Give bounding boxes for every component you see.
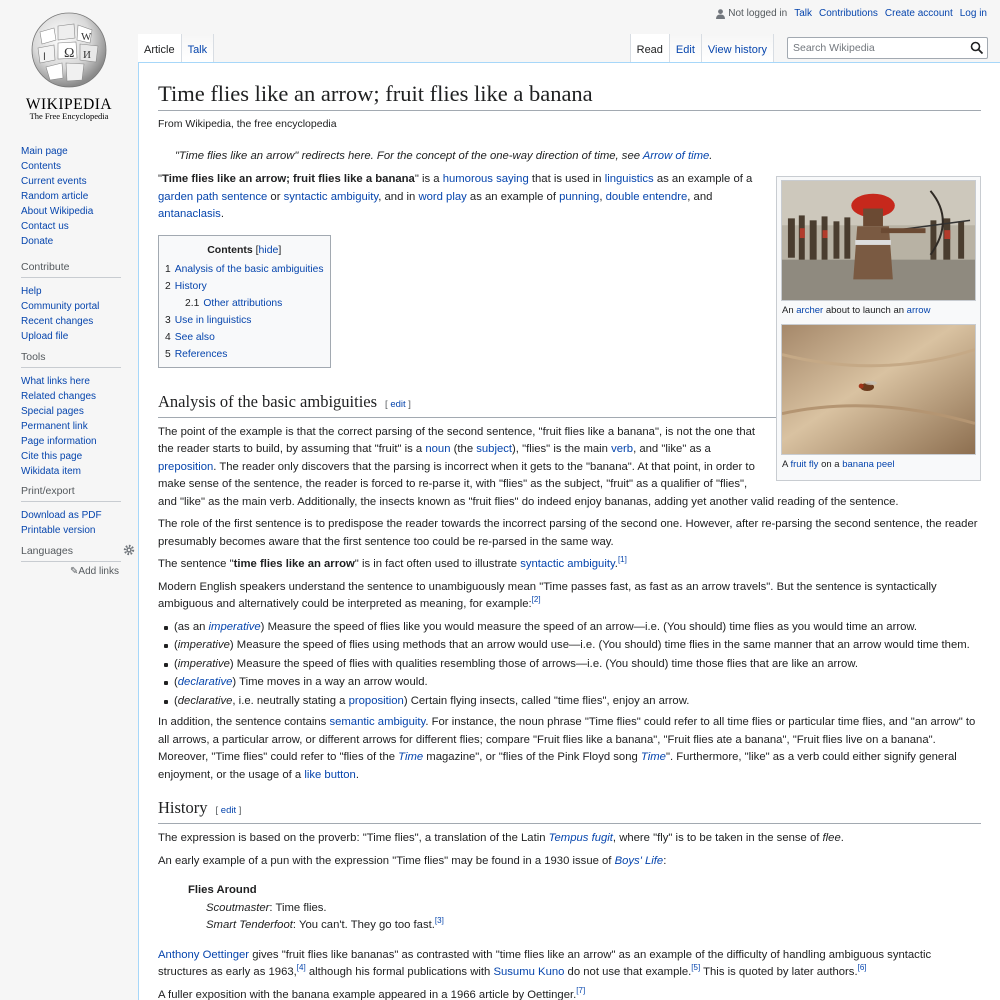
italic-text: imperative bbox=[177, 657, 230, 670]
text: as an example of bbox=[466, 190, 560, 203]
text: magazine", or "flies of the Pink Floyd song bbox=[423, 751, 641, 763]
italic-text: imperative bbox=[177, 639, 230, 651]
text: , bbox=[599, 190, 606, 203]
reference-link[interactable]: [3] bbox=[434, 916, 444, 926]
italic-text: flee bbox=[822, 832, 841, 844]
edit-section-link[interactable]: edit bbox=[390, 398, 406, 410]
garden-path-link[interactable]: garden path sentence bbox=[158, 190, 268, 203]
svg-text:W: W bbox=[81, 31, 92, 43]
sidebar-item-random-article[interactable]: Random article bbox=[21, 191, 89, 202]
add-links-link[interactable] bbox=[21, 564, 119, 579]
add-links-label: Add links bbox=[78, 566, 119, 577]
text: : You can't. They go too fast. bbox=[292, 919, 435, 931]
personal-tools bbox=[716, 8, 987, 19]
time-magazine-link[interactable]: Time bbox=[398, 751, 424, 763]
quote-title: Flies Around bbox=[188, 884, 257, 896]
text: The expression is based on the proverb: "Time flies", a translation of the Latin bbox=[158, 832, 549, 844]
text: A fuller exposition with the banana example appeared in a 1966 article by Oettinger. bbox=[158, 988, 577, 1000]
paragraph bbox=[158, 556, 981, 574]
toc-link[interactable]: Use in linguistics bbox=[174, 314, 252, 326]
text: ) Measure the speed of flies using methods that an arrow would use—i.e. (You should) time flies in the same manner that an arrow would time them. bbox=[229, 639, 970, 651]
text: , and bbox=[687, 190, 713, 203]
double-entendre-link[interactable]: double entendre bbox=[605, 190, 688, 203]
sidebar-item-download-as-pdf[interactable]: Download as PDF bbox=[21, 510, 102, 521]
toc-item[interactable] bbox=[165, 346, 324, 363]
tools-list bbox=[21, 374, 121, 479]
list-item bbox=[162, 619, 981, 637]
paragraph bbox=[158, 987, 981, 1000]
text: " is in fact often used to illustrate bbox=[354, 558, 521, 570]
toc-heading: Contents bbox=[207, 243, 253, 256]
create-account-link[interactable]: Create account bbox=[884, 8, 953, 19]
toc-item[interactable] bbox=[165, 295, 324, 312]
toc-number: 5 bbox=[165, 348, 171, 360]
history-heading: History bbox=[158, 798, 208, 817]
text: that is used in bbox=[528, 173, 605, 185]
logo-wordmark: WIKIPEDIA bbox=[25, 96, 113, 113]
text: although his formal publications with bbox=[305, 966, 494, 978]
sidebar-item-page-information[interactable]: Page information bbox=[21, 436, 97, 447]
text: ) Time moves in a way an arrow would. bbox=[232, 676, 428, 688]
sidebar-item-donate[interactable]: Donate bbox=[21, 236, 54, 247]
caption-text: on a bbox=[818, 459, 843, 470]
sidebar-item-recent-changes[interactable]: Recent changes bbox=[21, 316, 94, 327]
text: ". Furthermore, "like" as a verb could either signify general enjoyment, or the usage of a bbox=[158, 751, 957, 781]
text: ( bbox=[174, 676, 178, 688]
contributions-link[interactable]: Contributions bbox=[819, 8, 878, 19]
hatnote bbox=[158, 148, 981, 166]
tools-portal bbox=[21, 350, 121, 479]
sidebar-item-what-links-here[interactable]: What links here bbox=[21, 376, 90, 387]
text: . The reader only discovers that the parsing is incorrect when it gets to the "banana". At that point, in order to make sense of the sentence, the reader is forced to re-parse it, with "flies" as the subject, "fruit" as a qualifier of "flies", and "like" as the main verb. Additionally, the insects known as "fruit flies" do indeed enjoy bananas, adding yet another valid reading of the sentence. bbox=[158, 460, 899, 508]
antanaclasis-link[interactable]: antanaclasis bbox=[158, 208, 221, 220]
toc-link[interactable]: References bbox=[174, 348, 228, 360]
tab-talk[interactable]: Talk bbox=[182, 34, 215, 62]
italic-text: declarative bbox=[177, 694, 233, 707]
sidebar-item-contents[interactable]: Contents bbox=[21, 161, 62, 172]
edit-section-link[interactable]: edit bbox=[220, 805, 237, 816]
section-heading-history: History [ edit ] bbox=[158, 796, 981, 824]
contribute-heading: Contribute bbox=[21, 260, 121, 278]
text: : Time flies. bbox=[269, 901, 327, 914]
sidebar-item-about-wikipedia[interactable]: About Wikipedia bbox=[21, 206, 94, 217]
namespace-tabs bbox=[138, 34, 214, 62]
text: , i.e. neutrally stating a bbox=[232, 694, 349, 707]
tools-heading: Tools bbox=[21, 350, 121, 368]
toc-list bbox=[165, 261, 324, 363]
main-content bbox=[138, 62, 1000, 1000]
reference-link[interactable]: [6] bbox=[857, 963, 867, 973]
toc-title: Contents [hide] bbox=[207, 243, 282, 256]
search-box bbox=[787, 37, 988, 59]
navigation-list bbox=[21, 144, 93, 249]
sidebar-item-help[interactable]: Help bbox=[21, 286, 42, 297]
gear-icon[interactable] bbox=[123, 544, 135, 556]
toc-link[interactable]: History bbox=[174, 280, 207, 292]
paragraph bbox=[158, 830, 981, 848]
text: (as an bbox=[174, 620, 209, 633]
tab-article[interactable]: Article bbox=[138, 34, 182, 62]
toc-number: 2.1 bbox=[185, 297, 200, 309]
print-heading: Print/export bbox=[21, 484, 121, 502]
sidebar-item-cite-this-page[interactable]: Cite this page bbox=[21, 451, 83, 462]
word-play-link[interactable]: word play bbox=[418, 190, 467, 203]
languages-title: Languages bbox=[21, 545, 73, 557]
text: gives "fruit flies like bananas" as contrasted with "time flies like an arrow" as an example of the difficulty of handling ambiguous syntactic structures as early as 1963, bbox=[158, 948, 932, 978]
boys-life-link[interactable]: Boys' Life bbox=[614, 854, 664, 867]
contribute-list bbox=[21, 284, 121, 344]
list-item bbox=[162, 674, 981, 692]
reference-link[interactable]: [4] bbox=[296, 963, 306, 973]
fruit-fly-image[interactable] bbox=[781, 324, 976, 455]
sidebar bbox=[0, 0, 138, 1000]
humorous-saying-link[interactable]: humorous saying bbox=[442, 173, 529, 185]
toc-item[interactable] bbox=[165, 312, 324, 329]
languages-portal bbox=[21, 544, 121, 579]
tab-edit[interactable]: Edit bbox=[670, 34, 702, 62]
list-item bbox=[162, 656, 981, 674]
search-input[interactable] bbox=[788, 38, 958, 58]
svg-text:И: И bbox=[83, 49, 91, 61]
list-item bbox=[162, 637, 981, 655]
analysis-heading: Analysis of the basic ambiguities bbox=[158, 391, 378, 411]
verb-link[interactable]: verb bbox=[611, 443, 634, 455]
hatnote-end: . bbox=[709, 149, 713, 162]
text: , and in bbox=[378, 190, 419, 203]
sidebar-item-wikidata-item[interactable]: Wikidata item bbox=[21, 466, 82, 477]
toc-number: 3 bbox=[165, 314, 171, 326]
talk-link[interactable]: Talk bbox=[794, 8, 812, 19]
proposition-link[interactable]: proposition bbox=[348, 694, 404, 707]
page-title: Time flies like an arrow; fruit flies like a banana bbox=[158, 79, 981, 111]
sidebar-item-current-events[interactable]: Current events bbox=[21, 176, 87, 187]
search-icon[interactable] bbox=[970, 41, 984, 55]
text: ( bbox=[174, 639, 178, 651]
anthony-oettinger-link[interactable]: Anthony Oettinger bbox=[158, 948, 250, 961]
preposition-link[interactable]: preposition bbox=[158, 460, 214, 473]
text: . For instance, the noun phrase "Time flies" could refer to all time flies or particular time flies, and "an arrow" to all arrows, a particular arrow, or different arrows for different flies; compare "Fruit flies like a banana", "Fruit flies ate a banana", "Fruit flies live on a banana". Moreover, "Time flies" could refer to "flies of the bbox=[158, 716, 976, 763]
toc-item[interactable] bbox=[165, 278, 324, 295]
noun-link[interactable]: noun bbox=[425, 443, 451, 455]
syntactic-ambiguity-link[interactable]: syntactic ambiguity bbox=[283, 190, 379, 203]
text: An early example of a pun with the expression "Time flies" may be found in a 1930 issue of bbox=[158, 854, 615, 867]
speaker: Smart Tenderfoot bbox=[206, 919, 293, 931]
fruit-fly-link[interactable]: fruit fly bbox=[790, 459, 819, 470]
hatnote-text: "Time flies like an arrow" redirects here. For the concept of the one-way direction of time, see bbox=[175, 149, 643, 162]
quote-line bbox=[188, 917, 981, 935]
table-of-contents bbox=[158, 235, 331, 368]
caption-text: An bbox=[782, 305, 797, 316]
text: . bbox=[355, 768, 359, 781]
user-icon bbox=[716, 9, 725, 19]
text: (the bbox=[450, 443, 477, 455]
like-button-link[interactable]: like button bbox=[304, 768, 356, 781]
archer-caption bbox=[781, 301, 976, 324]
punning-link[interactable]: punning bbox=[559, 190, 600, 203]
syntactic-ambiguity-link[interactable]: syntactic ambiguity bbox=[520, 558, 615, 570]
text: , where "fly" is to be taken in the sense of bbox=[612, 832, 823, 844]
text: ), "flies" is the main bbox=[512, 443, 612, 455]
text: ) Measure the speed of flies like you would measure the speed of an arrow—i.e. (You should) time flies as you would time an arrow. bbox=[260, 620, 918, 633]
print-portal bbox=[21, 484, 121, 538]
print-list bbox=[21, 508, 121, 538]
not-logged-in-label: Not logged in bbox=[728, 8, 788, 19]
arrow-of-time-link[interactable]: Arrow of time bbox=[642, 149, 710, 162]
toc-item[interactable] bbox=[165, 261, 324, 278]
reference-link[interactable]: [2] bbox=[531, 595, 541, 605]
list-item bbox=[162, 693, 981, 711]
fruit-fly-caption bbox=[781, 455, 976, 478]
text: . bbox=[614, 558, 618, 570]
paragraph bbox=[158, 947, 981, 982]
banana-peel-link[interactable]: banana peel bbox=[842, 459, 895, 470]
pencil-icon: ✎ bbox=[70, 566, 79, 577]
sidebar-item-main-page[interactable]: Main page bbox=[21, 146, 68, 157]
svg-text:Ω: Ω bbox=[64, 46, 75, 61]
text: as an example of a bbox=[653, 173, 753, 185]
bold-title: Time flies like an arrow; fruit flies like a banana bbox=[162, 173, 415, 185]
toc-number: 2 bbox=[165, 280, 171, 292]
toc-link[interactable]: Analysis of the basic ambiguities bbox=[174, 263, 324, 275]
text: ) Certain flying insects, called "time flies", enjoy an arrow. bbox=[403, 694, 690, 707]
declarative-link[interactable]: declarative bbox=[177, 676, 233, 688]
text: " bbox=[158, 173, 163, 185]
imperative-link[interactable]: imperative bbox=[208, 620, 261, 633]
arrow-link[interactable]: arrow bbox=[906, 305, 931, 316]
toc-link[interactable]: See also bbox=[174, 331, 215, 343]
sidebar-item-special-pages[interactable]: Special pages bbox=[21, 406, 84, 417]
site-subtitle: From Wikipedia, the free encyclopedia bbox=[158, 118, 337, 130]
quote-block bbox=[188, 882, 981, 935]
not-logged-in bbox=[716, 8, 787, 19]
quote-line bbox=[188, 900, 981, 918]
section-heading-analysis: Analysis of the basic ambiguities [ edit ] bbox=[158, 390, 981, 418]
text: In addition, the sentence contains bbox=[158, 716, 330, 728]
login-link[interactable]: Log in bbox=[959, 8, 987, 19]
text: ( bbox=[174, 657, 178, 670]
linguistics-link[interactable]: linguistics bbox=[604, 173, 654, 185]
logo-tagline: The Free Encyclopedia bbox=[29, 111, 109, 121]
thumbnails bbox=[776, 176, 981, 481]
bold-text: time flies like an arrow bbox=[233, 558, 355, 570]
view-tabs bbox=[630, 34, 774, 62]
text: , and "like" as a bbox=[633, 443, 711, 455]
archer-image[interactable] bbox=[781, 180, 976, 301]
paragraph bbox=[158, 853, 981, 871]
tab-read[interactable]: Read bbox=[630, 34, 670, 62]
wikipedia-logo[interactable] bbox=[20, 10, 118, 122]
text: The point of the example is that the correct parsing of the second sentence, "fruit flies like a banana", is not the one that the reader starts to build, by assuming that "fruit" is a bbox=[158, 425, 756, 455]
paragraph: The role of the first sentence is to predispose the reader towards the incorrect parsing of the second one. However, after re-parsing the second sentence, the reader presumably becomes aware that the first sentence too could be re-parsed in the same way. bbox=[158, 518, 978, 548]
sidebar-item-community-portal[interactable]: Community portal bbox=[21, 301, 100, 312]
sidebar-item-contact-us[interactable]: Contact us bbox=[21, 221, 69, 232]
tempus-fugit-link[interactable]: Tempus fugit bbox=[548, 832, 613, 844]
sidebar-item-printable-version[interactable]: Printable version bbox=[21, 525, 96, 536]
text: " is a bbox=[414, 173, 443, 185]
reference-link[interactable]: [1] bbox=[617, 555, 627, 565]
susumu-kuno-link[interactable]: Susumu Kuno bbox=[493, 966, 565, 978]
text: . bbox=[220, 208, 224, 220]
navigation-portal bbox=[21, 144, 93, 249]
toc-number: 1 bbox=[165, 263, 171, 275]
semantic-ambiguity-link[interactable]: semantic ambiguity bbox=[329, 716, 426, 728]
sidebar-item-permanent-link[interactable]: Permanent link bbox=[21, 421, 88, 432]
text: ( bbox=[174, 694, 178, 707]
interpretation-list bbox=[162, 619, 981, 711]
text: Modern English speakers understand the sentence to unambiguously mean "Time passes fast, as fast as an arrow travels". But the sentence is syntactically ambiguous and alternatively could be interpreted as meaning, for example: bbox=[158, 580, 937, 610]
reference-link[interactable]: [5] bbox=[691, 963, 701, 973]
toc-number: 4 bbox=[165, 331, 171, 343]
paragraph bbox=[158, 714, 981, 784]
toc-item[interactable] bbox=[165, 329, 324, 346]
text: : bbox=[663, 854, 667, 867]
sidebar-item-upload-file[interactable]: Upload file bbox=[21, 331, 69, 342]
svg-text:ا: ا bbox=[43, 52, 46, 63]
toc-link[interactable]: Other attributions bbox=[203, 297, 283, 309]
contribute-portal bbox=[21, 260, 121, 344]
text: This is quoted by later authors. bbox=[700, 966, 858, 978]
reference-link[interactable]: [7] bbox=[576, 985, 586, 995]
archer-link[interactable]: archer bbox=[796, 305, 824, 316]
text: . bbox=[840, 832, 844, 844]
text: The sentence " bbox=[158, 558, 234, 570]
caption-text: about to launch an bbox=[823, 305, 907, 316]
time-song-link[interactable]: Time bbox=[640, 751, 666, 763]
sidebar-item-related-changes[interactable]: Related changes bbox=[21, 391, 97, 402]
text: ) Measure the speed of flies with qualities resembling those of arrows—i.e. (You should) time those flies that are like an arrow. bbox=[229, 657, 859, 670]
caption-text: A bbox=[782, 459, 791, 470]
languages-heading bbox=[21, 544, 121, 562]
text: do not use that example. bbox=[564, 966, 692, 978]
subject-link[interactable]: subject bbox=[476, 443, 513, 455]
tab-history[interactable]: View history bbox=[702, 34, 774, 62]
toc-hide-link[interactable]: hide bbox=[258, 243, 279, 256]
speaker: Scoutmaster bbox=[206, 901, 270, 914]
text: or bbox=[267, 190, 284, 203]
paragraph bbox=[158, 579, 981, 614]
